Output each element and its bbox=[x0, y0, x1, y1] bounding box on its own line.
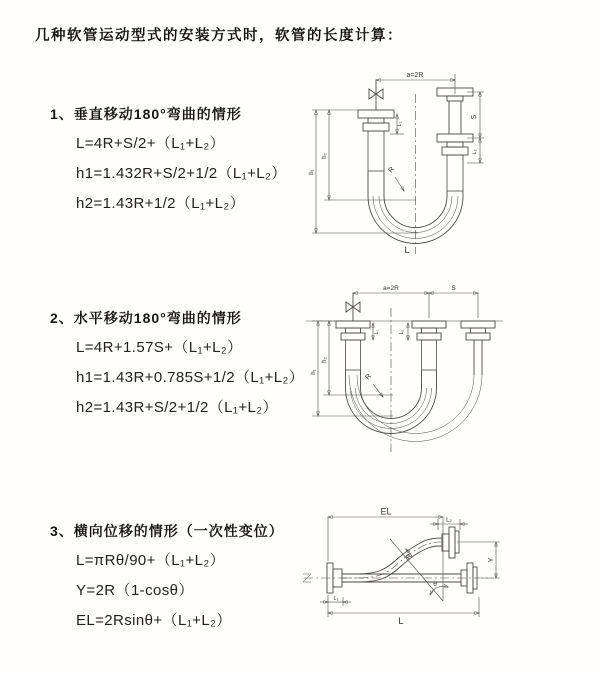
dim-label-l1: L₁ bbox=[333, 596, 339, 602]
section-1-heading: 1、垂直移动180°弯曲的情形 bbox=[50, 106, 242, 122]
dim-label-h1: h₁ bbox=[309, 169, 315, 175]
dim-label-s: S bbox=[451, 285, 456, 292]
flange-neck bbox=[447, 142, 463, 147]
radius-line bbox=[390, 539, 443, 601]
flange-neck bbox=[447, 96, 463, 101]
dim-label-l: L bbox=[404, 245, 410, 255]
dim-label-a2r: a=2R bbox=[406, 72, 424, 79]
formula-L: L=4R+S/2+（L₁+L₂） bbox=[76, 135, 226, 152]
formula-Y: Y=2R（1-cosθ） bbox=[76, 582, 194, 599]
flange bbox=[449, 527, 455, 558]
diagram-lateral-displacement bbox=[296, 505, 600, 660]
flange-neck bbox=[422, 328, 437, 333]
radius-label: R bbox=[404, 552, 414, 562]
braided-hose-section bbox=[422, 340, 437, 370]
dim-label-l1: L₁ bbox=[397, 121, 403, 127]
hose-arc-displaced bbox=[349, 372, 482, 442]
section-3-heading: 3、横向位移的情形（一次性变位） bbox=[50, 523, 284, 539]
dim-label-h2: h₂ bbox=[322, 153, 328, 159]
formula-h2: h2=1.43R+1/2（L₁+L₂） bbox=[76, 195, 246, 212]
flange-collar bbox=[417, 333, 441, 340]
diagram-vertical-180-bend bbox=[300, 64, 505, 259]
formula-L: L=πRθ/90+（L₁+L₂） bbox=[76, 552, 225, 569]
section-horizontal-bend bbox=[50, 308, 304, 418]
dim-label-s: S bbox=[471, 114, 478, 120]
dim-label-h2: h₂ bbox=[322, 357, 328, 363]
hose-arc-displaced bbox=[357, 372, 474, 434]
page-title: 几种软管运动型式的安装方式时，软管的长度计算： bbox=[35, 28, 403, 44]
formula-L: L=4R+1.57S+（L₁+L₂） bbox=[76, 339, 243, 356]
dim-label-a2r: a=2R bbox=[383, 285, 399, 292]
section-lateral-displacement bbox=[50, 521, 284, 631]
flange bbox=[336, 321, 370, 328]
diagram-1-svg bbox=[300, 64, 505, 259]
flange-collar bbox=[363, 123, 389, 131]
flange-neck bbox=[471, 328, 486, 333]
dim-label-l: L bbox=[398, 616, 404, 627]
formula-h1: h1=1.432R+S/2+1/2（L₁+L₂） bbox=[76, 165, 287, 182]
dim-label-y: Y bbox=[486, 557, 495, 563]
formula-h1: h1=1.43R+0.785S+1/2（L₁+L₂） bbox=[76, 369, 305, 386]
braided-hose-section bbox=[346, 340, 361, 370]
diagram-3-svg bbox=[296, 505, 600, 660]
section-vertical-bend bbox=[50, 104, 287, 214]
hose-centerline bbox=[342, 542, 442, 578]
flange-collar bbox=[341, 333, 365, 340]
braided-hose-section bbox=[447, 155, 463, 191]
radius-label: R bbox=[364, 372, 373, 382]
section-2-heading: 2、水平移动180°弯曲的情形 bbox=[50, 310, 242, 326]
dim-label-l1: L₁ bbox=[374, 329, 380, 335]
flange bbox=[358, 110, 394, 118]
diagram-2-svg bbox=[298, 280, 583, 460]
flange bbox=[412, 321, 446, 328]
flange-collar bbox=[466, 333, 490, 340]
dim-label-l2: L₂ bbox=[399, 329, 405, 335]
formula-h2: h2=1.43R+S/2+1/2（L₁+L₂） bbox=[76, 399, 278, 416]
dim-label-l2: L₂ bbox=[472, 149, 478, 155]
flange-neck bbox=[368, 118, 384, 123]
angle-label-theta: θ bbox=[433, 581, 437, 588]
diagram-horizontal-180-bend bbox=[298, 280, 583, 460]
dim-label-el: EL bbox=[380, 506, 392, 517]
dim-label-h1: h₁ bbox=[311, 369, 317, 375]
radius-leader bbox=[395, 177, 404, 191]
radius-label: R bbox=[387, 165, 396, 175]
braided-hose-section bbox=[368, 131, 384, 171]
dim-label-l2: L₂ bbox=[446, 517, 452, 524]
formula-EL: EL=2Rsinθ+（L₁+L₂） bbox=[76, 612, 232, 629]
flange bbox=[461, 321, 495, 328]
flange-neck bbox=[346, 328, 361, 333]
flange-collar bbox=[442, 147, 468, 155]
